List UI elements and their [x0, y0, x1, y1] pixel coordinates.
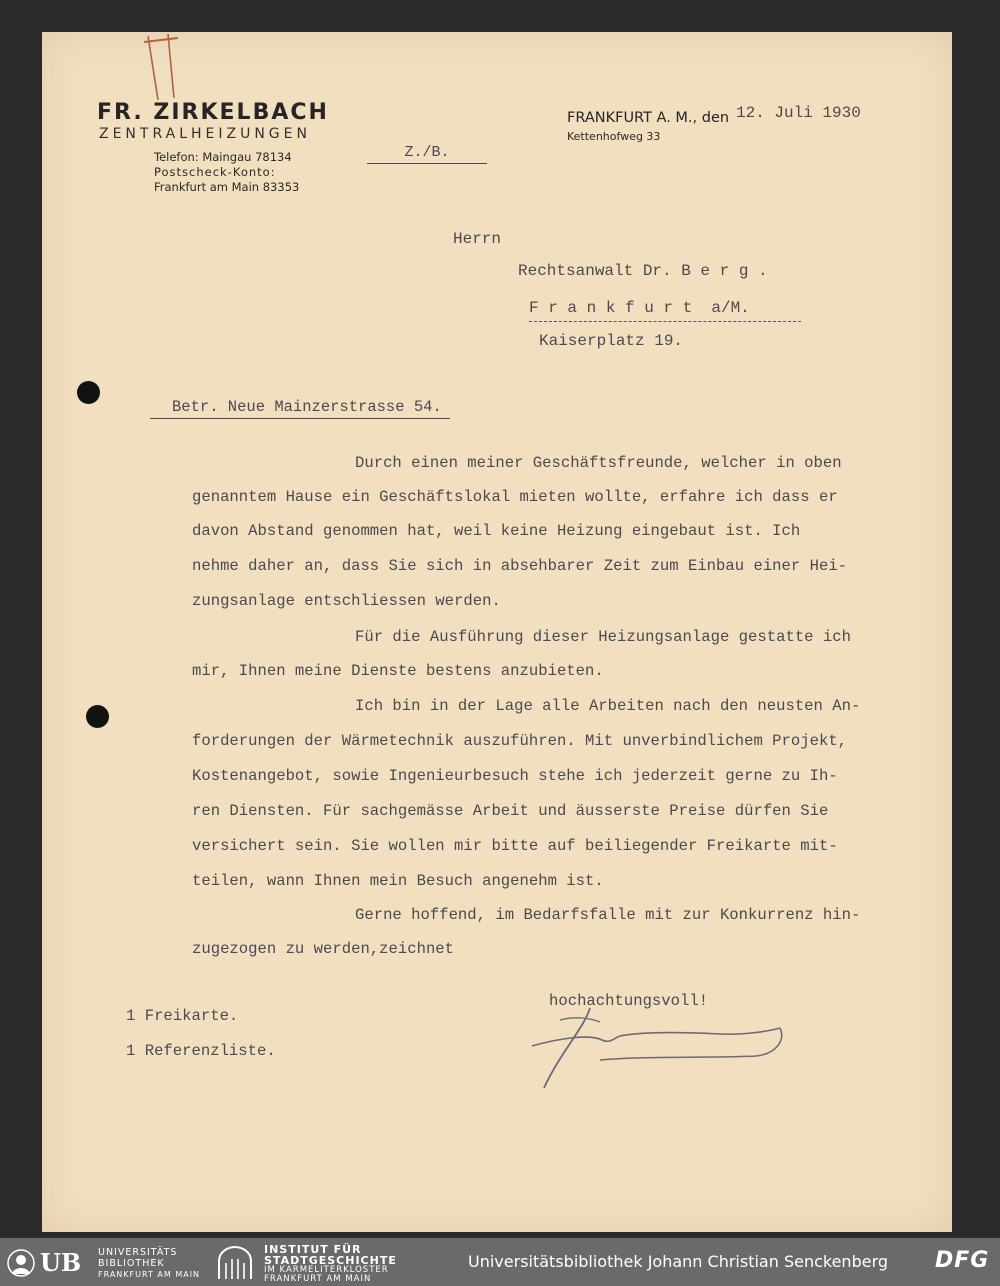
isg-arch-icon — [216, 1245, 254, 1281]
recipient-city: F r a n k f u r t a/M. — [529, 299, 750, 317]
letter-page — [42, 32, 952, 1232]
footer-library-name: Universitätsbibliothek Johann Christian Senckenberg — [468, 1252, 889, 1271]
isg-name-3: IM KARMELITERKLOSTER — [264, 1265, 389, 1275]
archive-footer — [0, 1238, 1000, 1286]
punch-hole — [86, 705, 109, 728]
postcheck-label: Postscheck-Konto: — [154, 165, 276, 179]
portrait-icon — [6, 1248, 36, 1278]
enclosure-item: 1 Referenzliste. — [126, 1042, 276, 1060]
body-line: zungsanlage entschliessen werden. — [192, 592, 501, 610]
body-line: Durch einen meiner Geschäftsfreunde, welcher in oben — [355, 454, 842, 472]
isg-name-1: INSTITUT FÜR — [264, 1243, 362, 1256]
body-line: ren Diensten. Für sachgemässe Arbeit und äusserste Preise dürfen Sie — [192, 802, 829, 820]
postcheck-account: Frankfurt am Main 83353 — [154, 180, 300, 194]
punch-hole — [77, 381, 100, 404]
body-line: genanntem Hause ein Geschäftslokal mieten wollte, erfahre ich dass er — [192, 488, 838, 506]
body-line: davon Abstand genommen hat, weil keine Heizung eingebaut ist. Ich — [192, 522, 801, 540]
closing-phrase: hochachtungsvoll! — [549, 992, 709, 1010]
company-phone: Telefon: Maingau 78134 — [154, 150, 292, 164]
body-line: nehme daher an, dass Sie sich in absehbarer Zeit zum Einbau einer Hei- — [192, 557, 848, 575]
red-pencil-mark — [138, 32, 184, 102]
ub-name-2: BIBLIOTHEK — [98, 1258, 165, 1269]
recipient-name: Rechtsanwalt Dr. B e r g . — [518, 262, 768, 280]
body-line: mir, Ihnen meine Dienste bestens anzubieten. — [192, 662, 604, 680]
reference-code: Z./B. — [367, 144, 487, 164]
body-line: forderungen der Wärmetechnik auszuführen. Mit unverbindlichem Projekt, — [192, 732, 848, 750]
body-line: versichert sein. Sie wollen mir bitte auf beiliegender Freikarte mit- — [192, 837, 838, 855]
body-line: Kostenangebot, sowie Ingenieurbesuch stehe ich jederzeit gerne zu Ih- — [192, 767, 838, 785]
signature — [530, 998, 790, 1094]
recipient-street: Kaiserplatz 19. — [539, 332, 684, 350]
recipient-salutation: Herrn — [453, 230, 502, 248]
isg-name-2: STADTGESCHICHTE — [264, 1254, 397, 1267]
ub-name-3: FRANKFURT AM MAIN — [98, 1270, 201, 1279]
body-line: Für die Ausführung dieser Heizungsanlage gestatte ich — [355, 628, 851, 646]
ub-logo — [6, 1246, 92, 1280]
place-label: FRANKFURT A. M., den — [567, 110, 730, 126]
body-line: teilen, wann Ihnen mein Besuch angenehm ist. — [192, 872, 604, 890]
company-trade: ZENTRALHEIZUNGEN — [99, 126, 311, 142]
letter-date: 12. Juli 1930 — [736, 104, 861, 122]
sender-street: Kettenhofweg 33 — [567, 130, 661, 143]
company-name: FR. ZIRKELBACH — [97, 100, 329, 125]
dfg-logo: DFG — [935, 1248, 990, 1273]
body-line: Gerne hoffend, im Bedarfsfalle mit zur Konkurrenz hin- — [355, 906, 861, 924]
body-line: Ich bin in der Lage alle Arbeiten nach den neusten An- — [355, 697, 861, 715]
body-line: zugezogen zu werden,zeichnet — [192, 940, 455, 958]
city-underline — [529, 321, 801, 322]
isg-name-4: FRANKFURT AM MAIN — [264, 1274, 372, 1284]
ub-letters: UB — [40, 1248, 82, 1277]
enclosure-item: 1 Freikarte. — [126, 1007, 239, 1025]
ub-name-1: UNIVERSITÄTS — [98, 1247, 178, 1258]
subject-line: Betr. Neue Mainzerstrasse 54. — [150, 398, 450, 419]
